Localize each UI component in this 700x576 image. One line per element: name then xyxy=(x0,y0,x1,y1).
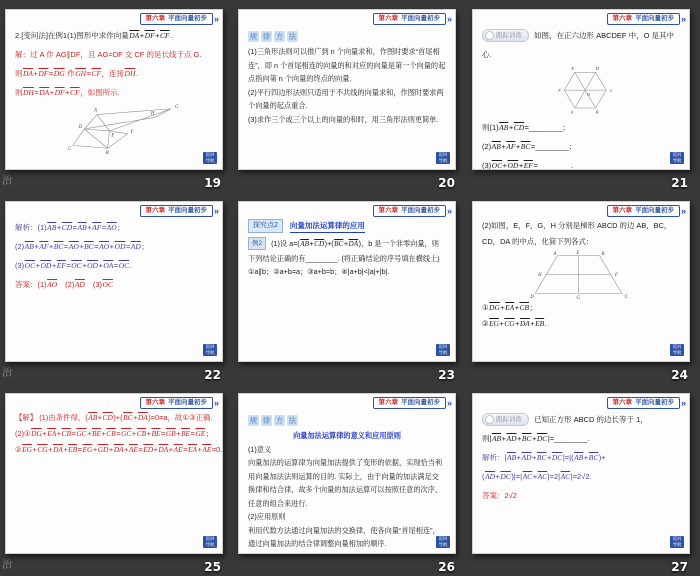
vector-symbol: $\overline{AE}$ xyxy=(173,445,183,454)
slide-content xyxy=(248,219,446,279)
vector-symbol: $\overline{AC}$ xyxy=(560,472,571,481)
geometry-figure xyxy=(552,64,622,118)
example-label: 例2 xyxy=(248,237,266,250)
slide-text-line: $(3)\overline{OC}+\overline{OD}+\overline{EF}=\_\_\_\_\_\_\_\_$. xyxy=(482,161,574,170)
vector-symbol: $\overline{GD}$ xyxy=(97,445,109,454)
nav-return-badge xyxy=(670,536,684,548)
nav-badge-line1: 返回 xyxy=(438,344,448,349)
vector-symbol: $\overline{AD}$ xyxy=(130,242,141,251)
slide-content xyxy=(482,410,680,505)
vector-symbol: $\overline{AC}$ xyxy=(537,472,548,481)
chapter-title: 平面向量初步 xyxy=(400,207,440,214)
figure-point-label: F xyxy=(130,129,134,135)
vector-symbol: $\overline{CB}$ xyxy=(136,429,147,438)
vector-symbol: $\overline{CF}$ xyxy=(160,31,170,40)
geometry-figure xyxy=(522,250,634,300)
slide-text-line: 答案：2√2 xyxy=(482,491,517,500)
vector-symbol: $\overline{DA}$ xyxy=(348,240,359,248)
vector-symbol: $\overline{AB}$ xyxy=(88,413,98,422)
slide-cell xyxy=(467,384,700,576)
slide-text-line: 解析：$|\overline{AB}+\overline{AD}+\overline{BC}+\overline{DC}|=|(\overline{AB}+\overline{BC})+(\overline{AD}+\overline{DC})|=|\overline{AC}+\overline{AC}|=2|\overline{AC}|=2√2$. xyxy=(482,453,606,481)
vector-symbol: $\overline{BC}$ xyxy=(123,413,133,422)
slide-thumbnail[interactable] xyxy=(238,201,456,362)
figure-point-label: E xyxy=(571,66,574,72)
slide-cell xyxy=(233,384,467,576)
slide-thumbnail[interactable] xyxy=(472,201,690,362)
slide-content xyxy=(248,26,446,126)
vector-symbol: $\overline{AF}$ xyxy=(39,242,49,251)
figure-point-label: A xyxy=(553,251,557,257)
nav-badge-line1: 返回 xyxy=(205,536,215,541)
nav-badge-line2: 导航 xyxy=(672,542,682,547)
method-badge-char: 律 xyxy=(262,416,271,425)
vector-symbol: $\overline{AO}$ xyxy=(106,223,117,232)
vector-symbol: $\overline{CF}$ xyxy=(70,88,80,97)
slide-cell xyxy=(0,0,233,192)
method-badge-char: 方 xyxy=(275,32,284,41)
vector-symbol: $\overline{BC}$ xyxy=(521,434,532,443)
figure-point-label: C xyxy=(624,295,628,300)
slide-text-line: 跟踪训练 已知正方形 ABCD 的边长等于 1，则$|\overline{AB}+\overline{AD}+\overline{BC}+\overline{DC}|=\_\_\_\_\_\_\_\_$. xyxy=(482,410,680,448)
vector-symbol: $\overline{BC}$ xyxy=(588,453,599,462)
method-badge-char: 方 xyxy=(275,416,284,425)
figure-point-label: D xyxy=(530,295,534,300)
nav-badge-line2: 导航 xyxy=(438,350,448,355)
vector-symbol: $\overline{AE}$ xyxy=(128,445,138,454)
chapter-box xyxy=(140,397,213,409)
chevron-right-icon: » xyxy=(680,397,686,408)
chapter-title: 平面向量初步 xyxy=(634,207,674,214)
vector-symbol: $\overline{DF}$ xyxy=(38,69,49,78)
chevron-right-icon: » xyxy=(680,13,686,24)
nav-badge-line2: 导航 xyxy=(672,350,682,355)
vector-symbol: $\overline{BC}$ xyxy=(53,242,64,251)
vector-symbol: $\overline{EF}$ xyxy=(523,161,533,170)
vector-symbol: $\overline{AB}$ xyxy=(499,123,509,132)
figure-point-label: O xyxy=(587,92,591,98)
vector-symbol: $\overline{BE}$ xyxy=(181,429,191,438)
vector-symbol: $\overline{GC}$ xyxy=(121,429,132,438)
chapter-title: 平面向量初步 xyxy=(167,15,207,22)
figure-point-label: G xyxy=(175,104,179,110)
page-number: 26 xyxy=(438,560,455,574)
vector-symbol: $\overline{CD}$ xyxy=(102,413,113,422)
figure-point-label: H xyxy=(538,272,542,278)
slide-text-line: 2.[变问法]在例1(1)图形中求作向量$\overline{DA}+\overline{DF}+\overline{CF}$. xyxy=(15,31,173,40)
slide-cell xyxy=(233,0,467,192)
chapter-label: 第六章 xyxy=(612,15,632,22)
slide-header xyxy=(607,13,686,25)
vector-symbol: $\overline{EA}$ xyxy=(505,303,515,312)
vector-symbol: $\overline{CG}$ xyxy=(504,319,515,328)
nav-badge-line1: 返回 xyxy=(205,152,215,157)
slide-text-line: $②\overline{EG}+\overline{CG}+\overline{DA}+\overline{EB}$. xyxy=(482,319,547,328)
vector-symbol: $\overline{BC}$ xyxy=(520,142,531,151)
vector-symbol: $\overline{BE}$ xyxy=(151,429,161,438)
slide-thumbnail[interactable] xyxy=(238,9,456,170)
nav-return-badge xyxy=(436,152,450,164)
nav-badge-line1: 返回 xyxy=(205,344,215,349)
chapter-box xyxy=(607,205,680,217)
vector-symbol: $\overline{CG}$ xyxy=(37,445,48,454)
vector-symbol: $\overline{EB}$ xyxy=(68,445,78,454)
slide-text-line: 则$\overline{DH}=\overline{DA}+\overline{DF}+\overline{CF}$，如图所示. xyxy=(15,88,120,97)
vector-symbol: $\overline{DG}$ xyxy=(31,429,42,438)
vector-symbol: $\overline{DA}$ xyxy=(519,319,530,328)
badge-dot-icon xyxy=(485,415,494,424)
nav-return-badge xyxy=(670,152,684,164)
vector-symbol: $\overline{DA}$ xyxy=(39,88,50,97)
chevron-right-icon: » xyxy=(446,205,452,216)
nav-badge-line2: 导航 xyxy=(205,542,215,547)
slide-text-line: (2)如图，E，F，G，H 分别是梯形 ABCD 的边 AB，BC，CD，DA 的中点，化简下列各式： xyxy=(482,221,672,246)
vector-symbol: $\overline{CB}$ xyxy=(519,303,529,312)
tracking-practice-badge xyxy=(482,29,529,42)
vector-symbol: $\overline{DC}$ xyxy=(551,453,563,462)
nav-return-badge xyxy=(670,344,684,356)
vector-symbol: $\overline{AF}$ xyxy=(506,142,516,151)
figure-point-label: D xyxy=(78,125,83,131)
badge-dot-icon xyxy=(485,31,494,40)
vector-symbol: $\overline{EB}$ xyxy=(535,319,545,328)
chevron-right-icon: » xyxy=(446,397,452,408)
chapter-title: 平面向量初步 xyxy=(167,207,207,214)
vector-symbol: $\overline{OA}$ xyxy=(103,261,114,270)
vector-symbol: $\overline{AB}$ xyxy=(574,453,584,462)
inquiry-point-row xyxy=(248,219,446,233)
page-number: 19 xyxy=(204,176,221,190)
slide-text-line: $①\overline{DG}+\overline{EA}+\overline{CB}$； xyxy=(482,303,537,312)
slide-text-line: $(2)①\overline{DG}+\overline{EA}+\overline{CB}=\overline{GC}+\overline{BE}+\overline{CB}=\overline{GC}+\overline{CB}+\overline{BE}=\overline{GB}+\overline{BE}=\overline{GE}$； xyxy=(15,429,214,438)
chapter-title: 平面向量初步 xyxy=(400,15,440,22)
nav-badge-line1: 返回 xyxy=(438,152,448,157)
figure-point-label: A xyxy=(570,109,574,115)
tracking-practice-label: 跟踪训练 xyxy=(496,32,522,39)
nav-badge-line2: 导航 xyxy=(438,542,448,547)
vector-symbol: $\overline{OC}$ xyxy=(24,261,36,270)
vector-symbol: $\overline{AD}$ xyxy=(506,434,517,443)
slide-content xyxy=(482,218,680,332)
vector-symbol: $\overline{AB}$ xyxy=(300,240,309,248)
vector-symbol: $\overline{BC}$ xyxy=(536,453,547,462)
chapter-title: 平面向量初步 xyxy=(634,15,674,22)
vector-symbol: $\overline{OD}$ xyxy=(40,261,52,270)
slide-text-line: 向量加法运算律的意义和应用原则 xyxy=(293,431,401,440)
vector-symbol: $\overline{DC}$ xyxy=(500,472,511,481)
method-badge-char: 法 xyxy=(288,416,297,425)
slide-content xyxy=(248,410,446,551)
vector-symbol: $\overline{EG}$ xyxy=(82,445,93,454)
vector-symbol: $\overline{GE}$ xyxy=(195,429,206,438)
nav-badge-line2: 导航 xyxy=(672,158,682,163)
vector-symbol: $\overline{AD}$ xyxy=(74,280,85,289)
figure-point-label: E xyxy=(111,133,115,139)
page-number: 21 xyxy=(671,176,688,190)
watermark: 治 xyxy=(2,176,12,187)
watermark: 治 xyxy=(2,368,12,379)
vector-symbol: $\overline{CD}$ xyxy=(314,240,325,248)
chapter-label: 第六章 xyxy=(378,399,398,406)
vector-symbol: $\overline{ED}$ xyxy=(143,445,154,454)
nav-return-badge xyxy=(203,344,217,356)
chevron-right-icon: » xyxy=(680,205,686,216)
slide-text-line: 则$(1)\overline{AB}+\overline{CD}=\_\_\_\_\_\_\_\_$； xyxy=(482,123,570,132)
chapter-title: 平面向量初步 xyxy=(634,399,674,406)
page-number: 27 xyxy=(671,560,688,574)
method-badge xyxy=(248,415,298,426)
vector-symbol: $\overline{GB}$ xyxy=(165,429,176,438)
slide-text-line: $(2)\overline{AB}+\overline{AF}+\overline{BC}=\overline{AO}+\overline{BC}=\overline{AO}+\overline{OD}=\overline{AD}$； xyxy=(15,242,149,251)
vector-symbol: $\overline{AO}$ xyxy=(47,280,58,289)
slide-text-line: 跟踪训练 如图，在正六边形 ABCDEF 中，O 是其中心. xyxy=(482,26,680,64)
nav-return-badge xyxy=(203,152,217,164)
chapter-title: 平面向量初步 xyxy=(400,399,440,406)
vector-symbol: $\overline{OC}$ xyxy=(491,161,503,170)
nav-badge-line2: 导航 xyxy=(205,350,215,355)
slide-text-line: ①a∥b；②a+b=a；③a+b=b；④|a+b|<|a|+|b|. xyxy=(248,267,390,276)
method-badge-char: 规 xyxy=(249,32,258,41)
chapter-box xyxy=(140,13,213,25)
nav-return-badge xyxy=(436,344,450,356)
slide-content xyxy=(15,410,223,458)
vector-symbol: $\overline{DF}$ xyxy=(144,31,155,40)
slide-thumbnail[interactable] xyxy=(472,393,690,554)
vector-symbol: $\overline{CD}$ xyxy=(61,223,73,232)
vector-symbol: $\overline{AO}$ xyxy=(99,242,110,251)
slide-text-line: $②\overline{EG}+\overline{CG}+\overline{DA}+\overline{EB}=\overline{EG}+\overline{GD}+\overline{DA}+\overline{AE}=\overline{ED}+\overline{DA}+\overline{AE}=\overline{EA}+\overline{AE}=0$. xyxy=(15,445,223,454)
figure-point-label: B xyxy=(601,251,605,257)
vector-symbol: $\overline{OD}$ xyxy=(507,161,519,170)
chevron-right-icon: » xyxy=(213,13,219,24)
figure-point-label: B xyxy=(595,109,599,115)
nav-badge-line1: 返回 xyxy=(438,536,448,541)
figure-point-label: B xyxy=(105,151,109,155)
slide-cell xyxy=(0,384,233,576)
method-badge xyxy=(248,31,298,42)
slide-text-line: 则$\overline{DA}+\overline{DF}=\overline{DG}$ 作$\overline{GH}=\overline{CF}$，连接$\overline{DH}$. xyxy=(15,69,138,78)
slide-header xyxy=(607,397,686,409)
chapter-box xyxy=(373,205,446,217)
vector-symbol: $\overline{OC}$ xyxy=(118,261,130,270)
slide-text-line: (1)意义 xyxy=(248,444,272,454)
page-number: 24 xyxy=(671,368,688,382)
slide-content xyxy=(482,26,680,170)
tracking-practice-label: 跟踪训练 xyxy=(496,416,522,423)
vector-symbol: $\overline{AB}$ xyxy=(47,223,57,232)
chapter-label: 第六章 xyxy=(612,399,632,406)
nav-badge-line2: 导航 xyxy=(205,158,215,163)
vector-symbol: $\overline{AF}$ xyxy=(92,223,102,232)
slide-content xyxy=(15,26,213,155)
chapter-label: 第六章 xyxy=(378,15,398,22)
chapter-label: 第六章 xyxy=(612,207,632,214)
slide-cell xyxy=(467,0,700,192)
vector-symbol: $\overline{AB}$ xyxy=(491,142,501,151)
watermark: 治 xyxy=(2,560,12,571)
slide-cell xyxy=(467,192,700,384)
nav-badge-line1: 返回 xyxy=(672,344,682,349)
figure-point-label: F xyxy=(615,272,618,278)
slide-header xyxy=(140,13,219,25)
slide-text-line: 答案：$(1)\overline{AO}$ $(2)\overline{AD}$ $(3)\overline{OC}$ xyxy=(15,280,113,289)
page-number: 23 xyxy=(438,368,455,382)
slide-thumbnail[interactable] xyxy=(5,9,223,170)
vector-symbol: $\overline{EF}$ xyxy=(56,261,66,270)
vector-symbol: $\overline{DA}$ xyxy=(137,413,148,422)
geometry-figure xyxy=(59,102,185,155)
chapter-box xyxy=(373,13,446,25)
slide-text-line: 向量加法的运算律为向量加法提供了变形的依据，实现恰当利用向量加法法则运算的目的. 实际上，由于向量的加法满足交换律和结合律，故多个向量的加法运算可以按照任意的次序、任意的组合来进行. xyxy=(248,458,443,508)
vector-symbol: $\overline{DC}$ xyxy=(536,434,548,443)
vector-symbol: $\overline{AD}$ xyxy=(521,453,532,462)
method-badge-char: 律 xyxy=(262,32,271,41)
chapter-label: 第六章 xyxy=(145,207,165,214)
figure-point-label: H xyxy=(150,111,155,117)
slide-header xyxy=(607,205,686,217)
vector-symbol: $\overline{OC}$ xyxy=(71,261,82,270)
page-number: 25 xyxy=(204,560,221,574)
vector-symbol: $\overline{AO}$ xyxy=(68,242,79,251)
inquiry-point-title: 向量加法运算律的应用 xyxy=(290,220,365,233)
tracking-practice-badge xyxy=(482,413,529,426)
slide-text-line: 解析：$(1)\overline{AB}+\overline{CD}=\overline{AB}+\overline{AF}=\overline{AO}$； xyxy=(15,223,125,232)
slide-text-line: 利用代数方法通过向量加法的交换律，使各向量“首尾相连”，通过向量加法的结合律调整向量相加的顺序. xyxy=(248,525,440,548)
figure-point-label: F xyxy=(558,87,561,93)
vector-symbol: $\overline{EA}$ xyxy=(187,445,197,454)
inquiry-point-badge: 探究点2 xyxy=(248,219,283,233)
slide-text-line: 例2 (1)设 $a=(\overline{AB}+\overline{CD})+(\overline{BC}+\overline{DA})$，b 是一个非零向量，则下列结论正确的有________. (将正确结论的序号填在横线上) xyxy=(248,239,440,263)
nav-return-badge xyxy=(203,536,217,548)
chapter-label: 第六章 xyxy=(145,15,165,22)
vector-symbol: $\overline{DG}$ xyxy=(53,69,65,78)
vector-symbol: $\overline{OD}$ xyxy=(114,242,126,251)
chapter-box xyxy=(373,397,446,409)
figure-point-label: A xyxy=(94,108,97,114)
chapter-box xyxy=(140,205,213,217)
vector-symbol: $\overline{EG}$ xyxy=(22,445,32,454)
vector-symbol: $\overline{GC}$ xyxy=(76,429,87,438)
vector-symbol: $\overline{AB}$ xyxy=(77,223,87,232)
chevron-right-icon: » xyxy=(213,205,219,216)
method-badge-char: 法 xyxy=(288,32,297,41)
figure-point-label: G xyxy=(576,296,581,300)
figure-point-label: C xyxy=(68,147,72,153)
vector-symbol: $\overline{DA}$ xyxy=(158,445,169,454)
chapter-label: 第六章 xyxy=(378,207,398,214)
method-badge-char: 规 xyxy=(249,416,258,425)
slide-thumbnail[interactable] xyxy=(238,393,456,554)
figure-point-label: E xyxy=(576,250,580,256)
vector-symbol: $\overline{DF}$ xyxy=(54,88,65,97)
nav-badge-line2: 导航 xyxy=(438,158,448,163)
vector-symbol: $\overline{OD}$ xyxy=(87,261,98,270)
chapter-box xyxy=(607,13,680,25)
chevron-right-icon: » xyxy=(213,397,219,408)
slide-text-line: (2)平行四边形法则只适用于不共线的向量求和，作图时要求两个向量的起点重合. xyxy=(248,87,444,110)
vector-symbol: $\overline{DA}$ xyxy=(23,69,33,78)
page-number: 20 xyxy=(438,176,455,190)
slide-header xyxy=(140,205,219,217)
slide-cell xyxy=(233,192,467,384)
vector-symbol: $\overline{AB}$ xyxy=(24,242,34,251)
vector-symbol: $\overline{CD}$ xyxy=(513,123,525,132)
vector-symbol: $\overline{CF}$ xyxy=(91,69,102,78)
slide-text-line: $(2)\overline{AB}+\overline{AF}+\overline{BC}=\_\_\_\_\_\_\_\_$； xyxy=(482,142,577,151)
slide-cell xyxy=(0,192,233,384)
vector-symbol: $\overline{CB}$ xyxy=(106,429,116,438)
slide-content xyxy=(15,218,213,294)
slide-text-line: (1)三角形法则可以推广到 n 个向量求和，作图时要求“首尾相连”，即 n 个首尾相连的向量的和对应的向量是第一个向量的起点指向第 n 个向量的终点的向量. xyxy=(248,47,446,83)
vector-symbol: $\overline{OC}$ xyxy=(102,280,113,289)
slide-text-line: (3)求作三个或三个以上的向量的和时，用三角形法则更简单. xyxy=(248,114,439,124)
vector-symbol: $\overline{DH}$ xyxy=(23,88,34,97)
vector-symbol: $\overline{AC}$ xyxy=(522,472,533,481)
chapter-box xyxy=(607,397,680,409)
vector-symbol: $\overline{EG}$ xyxy=(489,319,499,328)
slide-text-line: $(3)\overline{OC}+\overline{OD}+\overline{EF}=\overline{OC}+\overline{OD}+\overline{OA}=\overline{OC}$. xyxy=(15,261,132,270)
vector-symbol: $\overline{BC}$ xyxy=(334,240,344,248)
chapter-title: 平面向量初步 xyxy=(167,399,207,406)
slide-text-line: 【解】 (1)由条件得，$(\overline{AB}+\overline{CD})+(\overline{BC}+\overline{DA})=0=a$，故①③正确. xyxy=(15,413,213,422)
vector-symbol: $\overline{AB}$ xyxy=(506,453,517,462)
slide-thumbnail[interactable] xyxy=(5,201,223,362)
vector-symbol: $\overline{CB}$ xyxy=(61,429,71,438)
slide-header xyxy=(373,397,452,409)
vector-symbol: $\overline{BE}$ xyxy=(91,429,101,438)
nav-badge-line1: 返回 xyxy=(672,152,682,157)
vector-symbol: $\overline{DH}$ xyxy=(124,69,136,78)
chapter-label: 第六章 xyxy=(145,399,165,406)
slide-text-line: 解：过 A 作 AG∥DF，且 AG=DF 交 CF 的延长线于点 G. xyxy=(15,50,202,59)
vector-symbol: $\overline{AB}$ xyxy=(491,434,502,443)
vector-symbol: $\overline{DA}$ xyxy=(129,31,140,40)
slide-header xyxy=(373,13,452,25)
slide-header xyxy=(140,397,219,409)
chevron-right-icon: » xyxy=(446,13,452,24)
nav-return-badge xyxy=(436,536,450,548)
vector-symbol: $\overline{DA}$ xyxy=(113,445,124,454)
vector-symbol: $\overline{GH}$ xyxy=(75,69,87,78)
slide-thumbnail[interactable] xyxy=(5,393,223,554)
figure-point-label: C xyxy=(609,87,613,93)
figure-point-label: D xyxy=(595,66,599,72)
slide-thumbnail[interactable] xyxy=(472,9,690,170)
vector-symbol: $\overline{DA}$ xyxy=(52,445,63,454)
vector-symbol: $\overline{BC}$ xyxy=(84,242,94,251)
nav-badge-line1: 返回 xyxy=(672,536,682,541)
vector-symbol: $\overline{EA}$ xyxy=(47,429,57,438)
vector-symbol: $\overline{DG}$ xyxy=(489,303,500,312)
vector-symbol: $\overline{AD}$ xyxy=(485,472,495,481)
vector-symbol: $\overline{AE}$ xyxy=(202,445,212,454)
slide-header xyxy=(373,205,452,217)
slide-text-line: (2)应用原则 xyxy=(248,512,286,521)
page-number: 22 xyxy=(204,368,221,382)
